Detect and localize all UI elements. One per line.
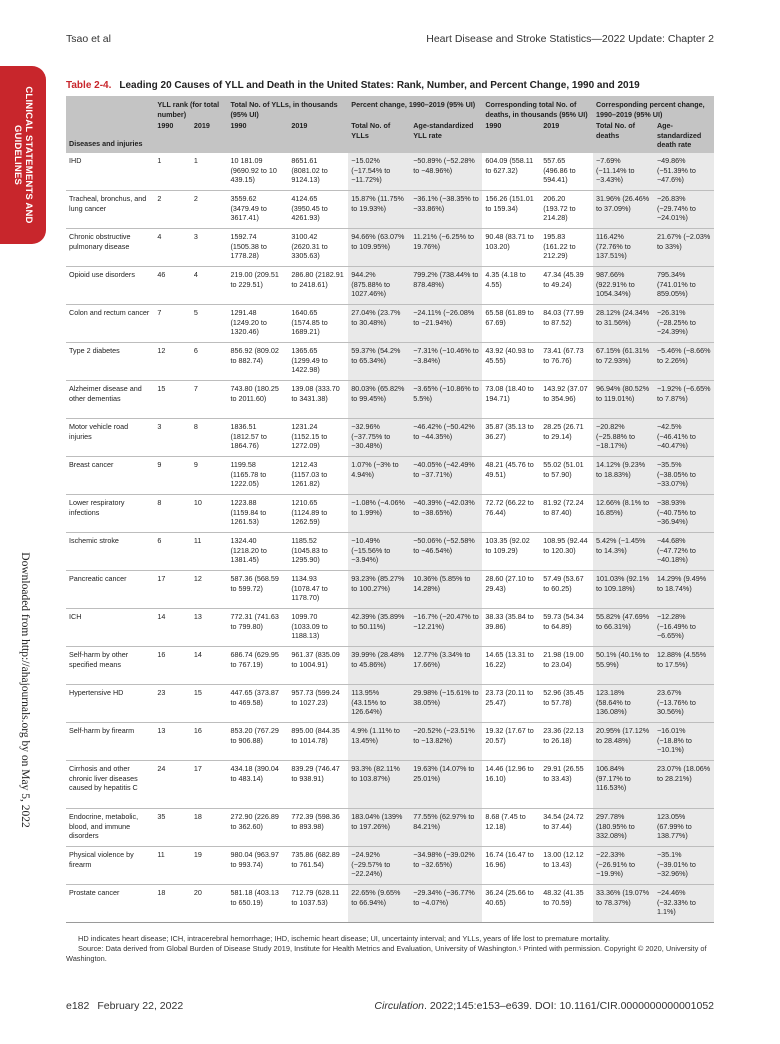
row-pct-age-yll: −7.31% (−10.46% to −3.84%) [410, 342, 482, 380]
row-rank-2019: 7 [191, 380, 228, 418]
row-rank-2019: 2 [191, 190, 228, 228]
row-pct-age-death: 23.67% (−13.76% to 30.56%) [654, 684, 714, 722]
row-deaths-2019: 55.02 (51.01 to 57.90) [540, 456, 593, 494]
row-pct-total-deaths: 123.18% (58.64% to 136.08%) [593, 684, 654, 722]
page-number: e182 [66, 1000, 90, 1012]
issue-date: February 22, 2022 [97, 1000, 184, 1012]
row-pct-age-yll: −50.89% (−52.28% to −48.96%) [410, 153, 482, 191]
row-pct-age-death: −1.92% (−6.65% to 7.87%) [654, 380, 714, 418]
row-pct-age-yll: −40.05% (−42.49% to −37.71%) [410, 456, 482, 494]
row-disease: Breast cancer [66, 456, 154, 494]
row-pct-age-death: −42.5% (−46.41% to −40.47%) [654, 418, 714, 456]
row-yll-2019: 8651.61 (8081.02 to 9124.13) [288, 153, 348, 191]
row-deaths-1990: 16.74 (16.47 to 16.96) [482, 846, 540, 884]
row-pct-total-ylls: 22.65% (9.65% to 66.94%) [348, 884, 410, 922]
row-pct-age-death: −35.5% (−38.05% to −33.07%) [654, 456, 714, 494]
row-pct-age-yll: 10.36% (5.85% to 14.28%) [410, 570, 482, 608]
row-pct-total-ylls: −24.92% (−29.57% to −22.24%) [348, 846, 410, 884]
row-yll-2019: 712.79 (628.11 to 1037.53) [288, 884, 348, 922]
row-disease: IHD [66, 153, 154, 191]
row-yll-1990: 1199.58 (1165.78 to 1222.05) [227, 456, 288, 494]
row-rank-2019: 19 [191, 846, 228, 884]
row-yll-2019: 4124.65 (3950.45 to 4261.93) [288, 190, 348, 228]
table-row [66, 266, 714, 304]
row-rank-2019: 10 [191, 494, 228, 532]
row-yll-1990: 1223.88 (1159.84 to 1261.53) [227, 494, 288, 532]
table-body [66, 153, 714, 923]
row-pct-age-death: −35.1% (−39.01% to −32.96%) [654, 846, 714, 884]
row-deaths-1990: 65.58 (61.89 to 67.69) [482, 304, 540, 342]
row-pct-total-deaths: 5.42% (−1.45% to 14.3%) [593, 532, 654, 570]
row-deaths-1990: 19.32 (17.67 to 20.57) [482, 722, 540, 760]
row-yll-2019: 772.39 (598.36 to 893.98) [288, 808, 348, 846]
row-pct-age-death: −49.86% (−51.39% to −47.6%) [654, 153, 714, 191]
row-pct-age-death: 21.67% (−2.03% to 33%) [654, 228, 714, 266]
row-rank-1990: 18 [154, 884, 191, 922]
table-row [66, 304, 714, 342]
row-disease: Self-harm by firearm [66, 722, 154, 760]
row-yll-2019: 1640.65 (1574.85 to 1689.21) [288, 304, 348, 342]
row-yll-2019: 1231.24 (1152.15 to 1272.09) [288, 418, 348, 456]
row-deaths-1990: 23.73 (20.11 to 25.47) [482, 684, 540, 722]
row-pct-age-yll: 29.98% (−15.61% to 38.05%) [410, 684, 482, 722]
row-pct-total-ylls: 94.66% (63.07% to 109.95%) [348, 228, 410, 266]
row-deaths-1990: 48.21 (45.76 to 49.51) [482, 456, 540, 494]
row-rank-1990: 9 [154, 456, 191, 494]
row-pct-total-ylls: 113.95% (43.15% to 126.64%) [348, 684, 410, 722]
table-row [66, 532, 714, 570]
row-pct-total-deaths: 31.96% (26.46% to 37.09%) [593, 190, 654, 228]
row-pct-age-death: 14.29% (9.49% to 18.74%) [654, 570, 714, 608]
row-pct-age-death: 23.07% (18.06% to 28.21%) [654, 760, 714, 808]
col-group-yll: Total No. of YLLs, in thousands (95% UI) [227, 96, 348, 119]
row-yll-1990: 980.04 (963.97 to 993.74) [227, 846, 288, 884]
row-pct-age-death: 12.88% (4.55% to 17.5%) [654, 646, 714, 684]
row-pct-total-deaths: 55.82% (47.69% to 66.31%) [593, 608, 654, 646]
table-row [66, 153, 714, 191]
table-row [66, 846, 714, 884]
row-rank-2019: 13 [191, 608, 228, 646]
row-yll-2019: 139.08 (333.70 to 3431.38) [288, 380, 348, 418]
col-age-death-rate: Age-standardized death rate [654, 119, 714, 153]
row-pct-age-yll: −36.1% (−38.35% to −33.86%) [410, 190, 482, 228]
row-yll-2019: 1185.52 (1045.83 to 1295.90) [288, 532, 348, 570]
row-deaths-2019: 73.41 (67.73 to 76.76) [540, 342, 593, 380]
row-rank-1990: 11 [154, 846, 191, 884]
row-deaths-2019: 206.20 (193.72 to 214.28) [540, 190, 593, 228]
row-deaths-1990: 73.08 (18.40 to 194.71) [482, 380, 540, 418]
col-deaths-1990: 1990 [482, 119, 540, 153]
row-pct-total-deaths: 96.94% (80.52% to 119.01%) [593, 380, 654, 418]
row-yll-2019: 895.00 (844.35 to 1014.78) [288, 722, 348, 760]
row-rank-2019: 15 [191, 684, 228, 722]
row-yll-2019: 961.37 (835.09 to 1004.91) [288, 646, 348, 684]
row-deaths-1990: 36.24 (25.66 to 40.65) [482, 884, 540, 922]
row-deaths-2019: 48.32 (41.35 to 70.59) [540, 884, 593, 922]
clinical-statements-tab [0, 66, 46, 244]
row-yll-1990: 434.18 (390.04 to 483.14) [227, 760, 288, 808]
row-disease: Physical violence by firearm [66, 846, 154, 884]
col-rank-2019: 2019 [191, 119, 228, 153]
row-rank-1990: 4 [154, 228, 191, 266]
table-row [66, 418, 714, 456]
row-pct-total-deaths: −22.33% (−26.91% to −19.9%) [593, 846, 654, 884]
table-row [66, 494, 714, 532]
row-yll-1990: 1836.51 (1812.57 to 1864.76) [227, 418, 288, 456]
row-yll-1990: 1291.48 (1249.20 to 1320.46) [227, 304, 288, 342]
row-yll-1990: 1592.74 (1505.38 to 1778.28) [227, 228, 288, 266]
row-yll-2019: 286.80 (2182.91 to 2418.61) [288, 266, 348, 304]
row-pct-total-deaths: 33.36% (19.07% to 78.37%) [593, 884, 654, 922]
row-pct-age-yll: −40.39% (−42.03% to −38.65%) [410, 494, 482, 532]
row-yll-1990: 743.80 (180.25 to 2011.60) [227, 380, 288, 418]
running-header-authors: Tsao et al [66, 33, 111, 45]
row-deaths-1990: 43.92 (40.93 to 45.55) [482, 342, 540, 380]
row-pct-total-deaths: 67.15% (61.31% to 72.93%) [593, 342, 654, 380]
row-disease: Pancreatic cancer [66, 570, 154, 608]
row-disease: Motor vehicle road injuries [66, 418, 154, 456]
row-pct-total-ylls: 80.03% (65.82% to 99.45%) [348, 380, 410, 418]
col-group-pct-death: Corresponding percent change, 1990–2019 (95% UI) [593, 96, 714, 119]
row-disease: Opioid use disorders [66, 266, 154, 304]
table-title [66, 80, 640, 91]
col-age-yll-rate: Age-standardized YLL rate [410, 119, 482, 153]
row-pct-total-deaths: 28.12% (24.34% to 31.56%) [593, 304, 654, 342]
row-rank-1990: 16 [154, 646, 191, 684]
row-disease: Self-harm by other specified means [66, 646, 154, 684]
row-rank-2019: 14 [191, 646, 228, 684]
table-row [66, 570, 714, 608]
col-total-ylls: Total No. of YLLs [348, 119, 410, 153]
row-pct-total-ylls: 15.87% (11.75% to 19.93%) [348, 190, 410, 228]
row-rank-2019: 16 [191, 722, 228, 760]
row-rank-1990: 2 [154, 190, 191, 228]
row-rank-1990: 7 [154, 304, 191, 342]
row-yll-1990: 853.20 (767.29 to 906.88) [227, 722, 288, 760]
row-yll-2019: 957.73 (599.24 to 1027.23) [288, 684, 348, 722]
row-deaths-1990: 103.35 (92.02 to 109.29) [482, 532, 540, 570]
row-pct-age-death: −12.28% (−16.49% to −6.65%) [654, 608, 714, 646]
table-row [66, 760, 714, 808]
row-pct-total-deaths: 116.42% (72.76% to 137.51%) [593, 228, 654, 266]
row-disease: Alzheimer disease and other dementias [66, 380, 154, 418]
row-deaths-1990: 14.65 (13.31 to 16.22) [482, 646, 540, 684]
running-header-title: Heart Disease and Stroke Statistics—2022 Update: Chapter 2 [426, 33, 714, 45]
row-yll-1990: 587.36 (568.59 to 599.72) [227, 570, 288, 608]
row-disease: Ischemic stroke [66, 532, 154, 570]
row-rank-2019: 3 [191, 228, 228, 266]
row-rank-1990: 1 [154, 153, 191, 191]
row-disease: Endocrine, metabolic, blood, and immune disorders [66, 808, 154, 846]
row-deaths-2019: 81.92 (72.24 to 87.40) [540, 494, 593, 532]
col-yll-2019: 2019 [288, 119, 348, 153]
row-pct-age-yll: 12.77% (3.34% to 17.66%) [410, 646, 482, 684]
row-deaths-2019: 34.54 (24.72 to 37.44) [540, 808, 593, 846]
row-yll-2019: 1212.43 (1157.03 to 1261.82) [288, 456, 348, 494]
row-pct-total-ylls: −15.02% (−17.54% to −11.72%) [348, 153, 410, 191]
row-pct-total-ylls: 27.04% (23.7% to 30.48%) [348, 304, 410, 342]
row-rank-2019: 1 [191, 153, 228, 191]
col-disease: Diseases and injuries [66, 96, 154, 153]
row-pct-total-deaths: 101.03% (92.1% to 109.18%) [593, 570, 654, 608]
row-deaths-1990: 14.46 (12.96 to 16.10) [482, 760, 540, 808]
row-yll-2019: 3100.42 (2620.31 to 3305.63) [288, 228, 348, 266]
row-disease: Lower respiratory infections [66, 494, 154, 532]
table-row [66, 608, 714, 646]
footnote-source: Source: Data derived from Global Burden of Disease Study 2019, Institute for Health Metrics and Evaluation, University of Washington.⁵ Printed with permission. Copyright © 2020, University of Washington. [66, 944, 707, 963]
row-deaths-1990: 8.68 (7.45 to 12.18) [482, 808, 540, 846]
row-deaths-2019: 108.95 (92.44 to 120.30) [540, 532, 593, 570]
row-deaths-2019: 195.83 (161.22 to 212.29) [540, 228, 593, 266]
side-tab-label: CLINICAL STATEMENTS AND GUIDELINES [12, 86, 34, 224]
row-pct-age-death: 123.05% (67.99% to 138.77%) [654, 808, 714, 846]
row-deaths-1990: 604.09 (558.11 to 627.32) [482, 153, 540, 191]
row-pct-total-deaths: 106.84% (97.17% to 116.53%) [593, 760, 654, 808]
row-rank-1990: 35 [154, 808, 191, 846]
row-pct-total-deaths: 20.95% (17.12% to 28.48%) [593, 722, 654, 760]
row-rank-2019: 4 [191, 266, 228, 304]
row-rank-1990: 23 [154, 684, 191, 722]
row-rank-2019: 12 [191, 570, 228, 608]
row-pct-age-yll: −3.65% (−10.86% to 5.5%) [410, 380, 482, 418]
col-group-deaths: Corresponding total No. of deaths, in thousands (95% UI) [482, 96, 593, 119]
row-pct-age-yll: 19.63% (14.07% to 25.01%) [410, 760, 482, 808]
row-yll-1990: 272.90 (226.89 to 362.60) [227, 808, 288, 846]
row-pct-age-death: −26.83% (−29.74% to −24.01%) [654, 190, 714, 228]
row-deaths-1990: 72.72 (66.22 to 76.44) [482, 494, 540, 532]
table-title-text: Leading 20 Causes of YLL and Death in the United States: Rank, Number, and Percent Change, 1990 and 2019 [119, 80, 640, 91]
table-row [66, 646, 714, 684]
footnote-abbreviations: HD indicates heart disease; ICH, intracerebral hemorrhage; IHD, ischemic heart disease; UI, uncertainty interval; and YLLs, years of life lost to premature mortality. [78, 934, 611, 943]
table-row [66, 808, 714, 846]
row-yll-2019: 1099.70 (1033.09 to 1188.13) [288, 608, 348, 646]
yll-death-table [66, 96, 714, 923]
row-yll-2019: 1210.65 (1124.89 to 1262.59) [288, 494, 348, 532]
table-row [66, 884, 714, 922]
journal-name: Circulation [374, 1000, 425, 1012]
col-group-rank: YLL rank (for total number) [154, 96, 227, 119]
row-rank-1990: 8 [154, 494, 191, 532]
row-rank-2019: 5 [191, 304, 228, 342]
row-pct-total-ylls: 93.23% (85.27% to 100.27%) [348, 570, 410, 608]
row-pct-total-ylls: 42.39% (35.89% to 50.11%) [348, 608, 410, 646]
row-rank-2019: 17 [191, 760, 228, 808]
row-deaths-2019: 23.36 (22.13 to 26.18) [540, 722, 593, 760]
row-rank-2019: 20 [191, 884, 228, 922]
table-row [66, 722, 714, 760]
row-pct-total-deaths: −20.82% (−25.88% to −18.17%) [593, 418, 654, 456]
row-yll-1990: 1324.40 (1218.20 to 1381.45) [227, 532, 288, 570]
row-yll-2019: 1134.93 (1078.47 to 1178.70) [288, 570, 348, 608]
row-rank-2019: 18 [191, 808, 228, 846]
row-deaths-2019: 29.91 (26.55 to 33.43) [540, 760, 593, 808]
row-deaths-2019: 47.34 (45.39 to 49.24) [540, 266, 593, 304]
row-pct-age-death: −24.46% (−32.33% to 1.1%) [654, 884, 714, 922]
row-pct-age-death: −38.93% (−40.75% to −36.94%) [654, 494, 714, 532]
row-rank-1990: 3 [154, 418, 191, 456]
row-deaths-2019: 59.73 (54.34 to 64.89) [540, 608, 593, 646]
row-pct-age-yll: 77.55% (62.97% to 84.21%) [410, 808, 482, 846]
row-pct-total-ylls: 944.2% (875.88% to 1027.46%) [348, 266, 410, 304]
table-row [66, 684, 714, 722]
row-deaths-2019: 21.98 (19.00 to 23.04) [540, 646, 593, 684]
row-rank-2019: 6 [191, 342, 228, 380]
table-row [66, 190, 714, 228]
row-pct-total-ylls: −10.49% (−15.56% to −3.94%) [348, 532, 410, 570]
row-pct-age-yll: 11.21% (−6.25% to 19.76%) [410, 228, 482, 266]
row-disease: ICH [66, 608, 154, 646]
row-pct-age-yll: −24.11% (−26.08% to −21.94%) [410, 304, 482, 342]
row-rank-1990: 12 [154, 342, 191, 380]
row-pct-age-yll: −34.98% (−39.02% to −32.65%) [410, 846, 482, 884]
col-deaths-2019: 2019 [540, 119, 593, 153]
row-pct-total-ylls: 93.3% (82.11% to 103.87%) [348, 760, 410, 808]
row-yll-1990: 686.74 (629.95 to 767.19) [227, 646, 288, 684]
row-deaths-2019: 52.96 (35.45 to 57.78) [540, 684, 593, 722]
row-yll-2019: 1365.65 (1299.49 to 1422.98) [288, 342, 348, 380]
row-pct-total-ylls: 183.04% (139% to 197.26%) [348, 808, 410, 846]
table-row [66, 456, 714, 494]
row-disease: Type 2 diabetes [66, 342, 154, 380]
row-pct-age-yll: −16.7% (−20.47% to −12.21%) [410, 608, 482, 646]
row-pct-age-yll: 799.2% (738.44% to 878.48%) [410, 266, 482, 304]
row-yll-1990: 581.18 (403.13 to 650.19) [227, 884, 288, 922]
row-disease: Cirrhosis and other chronic liver diseases caused by hepatitis C [66, 760, 154, 808]
row-deaths-1990: 90.48 (83.71 to 103.20) [482, 228, 540, 266]
row-yll-1990: 219.00 (209.51 to 229.51) [227, 266, 288, 304]
row-rank-2019: 11 [191, 532, 228, 570]
row-yll-1990: 772.31 (741.63 to 799.80) [227, 608, 288, 646]
row-pct-age-yll: −29.34% (−36.77% to −4.07%) [410, 884, 482, 922]
row-rank-1990: 46 [154, 266, 191, 304]
row-deaths-1990: 28.60 (27.10 to 29.43) [482, 570, 540, 608]
table-row [66, 380, 714, 418]
row-pct-total-deaths: 987.66% (922.91% to 1054.34%) [593, 266, 654, 304]
row-yll-1990: 10 181.09 (9690.92 to 10 439.15) [227, 153, 288, 191]
row-yll-1990: 3559.62 (3479.49 to 3617.41) [227, 190, 288, 228]
table-label: Table 2-4. [66, 80, 112, 91]
row-deaths-2019: 84.03 (77.99 to 87.52) [540, 304, 593, 342]
row-pct-age-death: −44.68% (−47.72% to −40.18%) [654, 532, 714, 570]
page-footer-citation [374, 1000, 714, 1012]
row-deaths-2019: 143.92 (37.07 to 354.96) [540, 380, 593, 418]
row-deaths-2019: 13.00 (12.12 to 13.43) [540, 846, 593, 884]
row-pct-total-ylls: −1.08% (−4.06% to 1.99%) [348, 494, 410, 532]
row-disease: Colon and rectum cancer [66, 304, 154, 342]
row-deaths-1990: 156.26 (151.01 to 159.34) [482, 190, 540, 228]
row-pct-total-deaths: 297.78% (180.95% to 332.08%) [593, 808, 654, 846]
row-pct-total-ylls: 1.07% (−3% to 4.94%) [348, 456, 410, 494]
row-deaths-1990: 38.33 (35.84 to 39.86) [482, 608, 540, 646]
row-pct-total-ylls: −32.96% (−37.75% to −30.48%) [348, 418, 410, 456]
row-deaths-2019: 28.25 (26.71 to 29.14) [540, 418, 593, 456]
row-pct-age-death: −5.46% (−8.66% to 2.26%) [654, 342, 714, 380]
row-yll-2019: 735.86 (682.89 to 761.54) [288, 846, 348, 884]
row-rank-2019: 8 [191, 418, 228, 456]
row-pct-age-death: −16.01% (−18.8% to −10.1%) [654, 722, 714, 760]
citation-text: . 2022;145:e153–e639. DOI: 10.1161/CIR.0000000000001052 [424, 1000, 714, 1012]
row-pct-age-death: 795.34% (741.01% to 859.05%) [654, 266, 714, 304]
col-yll-1990: 1990 [227, 119, 288, 153]
row-pct-age-yll: −46.42% (−50.42% to −44.35%) [410, 418, 482, 456]
row-pct-total-ylls: 4.9% (1.11% to 13.45%) [348, 722, 410, 760]
row-rank-1990: 13 [154, 722, 191, 760]
row-pct-total-ylls: 59.37% (54.2% to 65.34%) [348, 342, 410, 380]
row-deaths-2019: 557.65 (496.86 to 594.41) [540, 153, 593, 191]
row-deaths-2019: 57.49 (53.67 to 60.25) [540, 570, 593, 608]
col-rank-1990: 1990 [154, 119, 191, 153]
col-group-pct-yll: Percent change, 1990–2019 (95% UI) [348, 96, 482, 119]
table-row [66, 228, 714, 266]
download-watermark: Downloaded from http://ahajournals.org by on May 5, 2022 [19, 552, 31, 828]
row-pct-total-deaths: −7.69% (−11.14% to −3.43%) [593, 153, 654, 191]
row-yll-1990: 447.65 (373.87 to 469.58) [227, 684, 288, 722]
row-disease: Chronic obstructive pulmonary disease [66, 228, 154, 266]
row-rank-1990: 15 [154, 380, 191, 418]
row-pct-total-deaths: 50.1% (40.1% to 55.9%) [593, 646, 654, 684]
row-pct-age-yll: −50.06% (−52.58% to −46.54%) [410, 532, 482, 570]
row-yll-2019: 839.29 (746.47 to 938.91) [288, 760, 348, 808]
row-rank-1990: 6 [154, 532, 191, 570]
row-yll-1990: 856.92 (809.02 to 882.74) [227, 342, 288, 380]
row-rank-1990: 24 [154, 760, 191, 808]
row-pct-age-death: −26.31% (−28.25% to −24.39%) [654, 304, 714, 342]
row-rank-2019: 9 [191, 456, 228, 494]
col-total-deaths: Total No. of deaths [593, 119, 654, 153]
row-disease: Tracheal, bronchus, and lung cancer [66, 190, 154, 228]
row-disease: Hypertensive HD [66, 684, 154, 722]
row-rank-1990: 17 [154, 570, 191, 608]
row-deaths-1990: 4.35 (4.18 to 4.55) [482, 266, 540, 304]
page-footer-left [66, 1000, 183, 1012]
row-pct-total-deaths: 12.66% (8.1% to 16.85%) [593, 494, 654, 532]
row-pct-total-ylls: 39.99% (28.48% to 45.86%) [348, 646, 410, 684]
row-pct-age-yll: −20.52% (−23.51% to −13.82%) [410, 722, 482, 760]
table-row [66, 342, 714, 380]
row-deaths-1990: 35.87 (35.13 to 36.27) [482, 418, 540, 456]
row-rank-1990: 14 [154, 608, 191, 646]
row-pct-total-deaths: 14.12% (9.23% to 18.83%) [593, 456, 654, 494]
row-disease: Prostate cancer [66, 884, 154, 922]
